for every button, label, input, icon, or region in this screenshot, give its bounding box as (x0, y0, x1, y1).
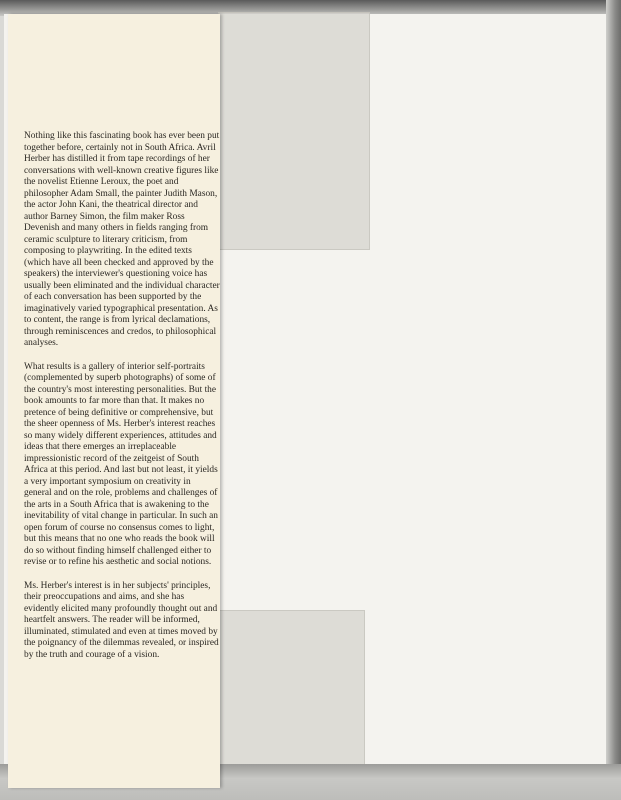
dust-jacket-flap (8, 14, 220, 788)
blurb-paragraph-1: Nothing like this fascinating book has ever been put together before, certainly not in South Africa. Avril Herber has distilled it from tape recordings of her conversations with well-known creative figures like the novelist Etienne Leroux, the poet and philosopher Adam Small, the painter Judith Mason, the actor John Kani, the theatrical director and author Barney Simon, the film maker Ross Devenish and many others in fields ranging from ceramic sculpture to literary criticism, from composing to playwriting. In the edited texts (which have all been checked and approved by the speakers) the interviewer's questioning voice has usually been eliminated and the individual character of each conversation has been supported by the imaginatively varied typographical presentation. As to content, the range is from lyrical declamations, through reminiscences and credos, to philosophical analyses. (24, 131, 220, 348)
blurb-paragraph-3: Ms. Herber's interest is in her subjects' principles, their preoccupations and aims, and she has evidently elicited many profoundly thought out and heartfelt answers. The reader will be informed, illuminated, stimulated and even at times moved by the poignancy of the dilemmas revealed, or inspired by the truth and courage of a vision. (24, 580, 219, 660)
blurb-paragraph-2: What results is a gallery of interior self-portraits (complemented by superb photographs) of some of the country's most interesting personalities. But the book amounts to far more than that. It makes no pretence of being definitive or comprehensive, but the sheer openness of Ms. Herber's interest reaches so many widely different experiences, attitudes and ideas that there emerges an irreplaceable impressionistic record of the zeitgeist of South Africa at this period. And last but not least, it yields a very important symposium on creativity in general and on the role, problems and challenges of the arts in a South Africa that is awakening to the inevitability of vital change in particular. In such an open forum of course no consensus comes to light, but this means that no one who reads the book will do so without finding himself challenged either to revise or to refine his aesthetic and social notions. (24, 361, 218, 567)
scanner-edge-right (606, 0, 621, 800)
protective-cover-fold-top (218, 12, 370, 250)
protective-cover-fold-bottom (218, 610, 365, 772)
flap-blurb (24, 131, 220, 673)
